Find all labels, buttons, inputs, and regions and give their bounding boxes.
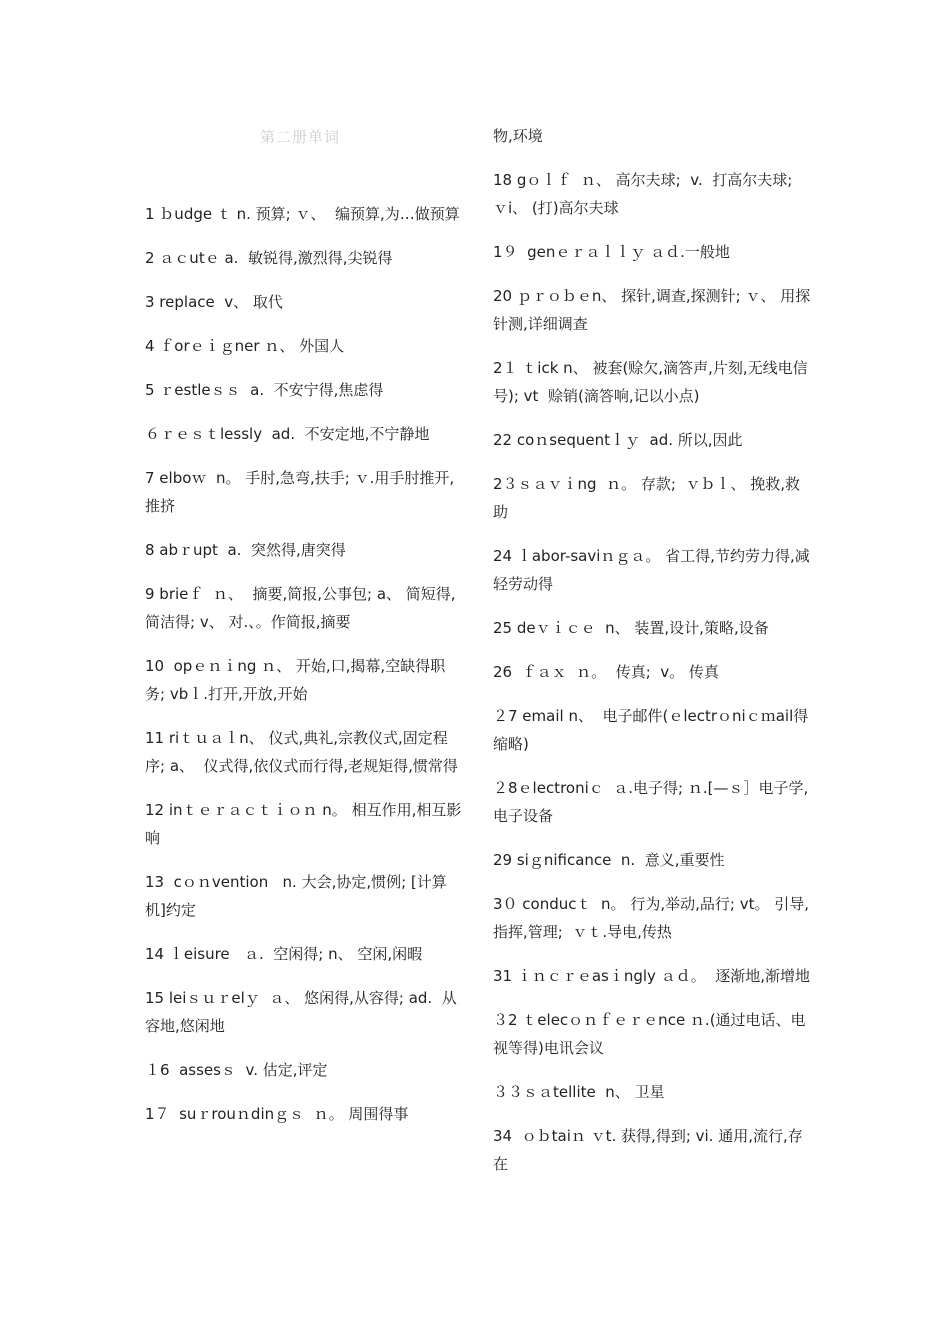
page-title: 第二册单词 (260, 128, 341, 146)
vocab-entry: 12 inｔｅｒａｃｔｉｏｎ n。 相互作用,相互影响 (145, 801, 462, 847)
vocab-entry: 2３ｓａｖｉng ｎ。 存款; ｖｂｌ、 挽救,救助 (493, 475, 801, 521)
vocab-entry: ６ｒｅｓｔlessly ad. 不安定地,不宁静地 (145, 425, 430, 443)
vocab-entry: 9 brieｆ ｎ、 摘要,简报,公事包; a、 简短得,简洁得; v、 对.、。作简报,摘要 (145, 585, 456, 631)
vocab-entry: 13 cｏｎvention n. 大会,协定,惯例; [计算机]约定 (145, 873, 447, 919)
vocab-entry: ２8ｅlectroniｃ ａ.电子得; ｎ.[—ｓ］电子学,电子设备 (493, 779, 809, 825)
vocab-entry: 18 gｏｌｆ ｎ、 高尔夫球; v. 打高尔夫球; ｖi、 (打)高尔夫球 (493, 171, 802, 217)
vocab-entry: 29 siｇnificance n. 意义,重要性 (493, 851, 725, 869)
vocab-entry: 22 coｎsequentｌｙ ad. 所以,因此 (493, 431, 743, 449)
vocab-entry: 2 ａｃutｅ a. 敏锐得,激烈得,尖锐得 (145, 249, 393, 267)
vocab-entry: 1９ genｅｒａｌｌｙ ａｄ.一般地 (493, 243, 730, 261)
vocab-entry: 2１ ｔick n、 被套(赊欠,滴答声,片刻,无线电信号); vt 赊销(滴答响,记以小点) (493, 359, 808, 405)
vocab-entry: 20 ｐｒｏｂｅn、 探针,调查,探测针; ｖ、 用探针测,详细调查 (493, 287, 811, 333)
vocab-entry: 15 leiｓｕｒelｙ ａ、 悠闲得,从容得; ad. 从容地,悠闲地 (145, 989, 457, 1035)
vocab-entry: 5 ｒestleｓｓ a. 不安宁得,焦虑得 (145, 381, 384, 399)
vocab-entry: 4 ｆorｅｉｇner ｎ、 外国人 (145, 337, 345, 355)
left-column (145, 200, 463, 1144)
vocab-entry: ３３ｓａtellite n、 卫星 (493, 1083, 665, 1101)
vocab-entry: 10 opｅｎｉng ｎ、 开始,口,揭幕,空缺得职务; vbｌ.打开,开放,开始 (145, 657, 446, 703)
vocab-entry: 31 ｉｎｃｒｅasｉngly ａｄ。 逐渐地,渐增地 (493, 967, 811, 985)
vocab-entry: 34 ｏｂtaiｎ ｖt. 获得,得到; vi. 通用,流行,存在 (493, 1127, 803, 1173)
vocab-entry: 11 riｔｕａｌn、 仪式,典礼,宗教仪式,固定程序; a、 仪式得,依仪式而行得,老规矩得,惯常得 (145, 729, 458, 775)
vocab-entry: 物,环境 (493, 127, 543, 145)
vocab-entry: １6 assesｓ v. 估定,评定 (145, 1061, 328, 1079)
vocab-entry: 1 ｂudge ｔ n. 预算; ｖ、 编预算,为…做预算 (145, 205, 460, 223)
vocab-entry: ３2 ｔelecｏｎｆｅｒｅnce ｎ.(通过电话、电视等得)电讯会议 (493, 1011, 806, 1057)
vocab-entry: 1７ suｒrouｎdinｇｓ ｎ。 周围得事 (145, 1105, 409, 1123)
vocab-entry: 3０ conducｔ n。 行为,举动,品行; vt。 引导,指挥,管理; ｖｔ.导电,传热 (493, 895, 809, 941)
vocab-entry: 7 elboｗ n。 手肘,急弯,扶手; ｖ.用手肘推开,推挤 (145, 469, 455, 515)
vocab-entry: 14 ｌeisure ａ. 空闲得; n、 空闲,闲暇 (145, 945, 423, 963)
vocab-entry: 8 abｒupt a. 突然得,唐突得 (145, 541, 346, 559)
vocab-entry: 26 ｆａｘ ｎ。 传真; v。 传真 (493, 663, 719, 681)
vocab-entry: ２7 email n、 电子邮件(ｅlectrｏniｃｍail得缩略) (493, 707, 809, 753)
vocab-entry: 3 replace v、 取代 (145, 293, 283, 311)
vocab-entry: 24 ｌabor-saviｎｇａ。 省工得,节约劳力得,减轻劳动得 (493, 547, 810, 593)
right-column (493, 122, 811, 1194)
vocab-entry: 25 deｖｉｃｅ n、 装置,设计,策略,设备 (493, 619, 769, 637)
